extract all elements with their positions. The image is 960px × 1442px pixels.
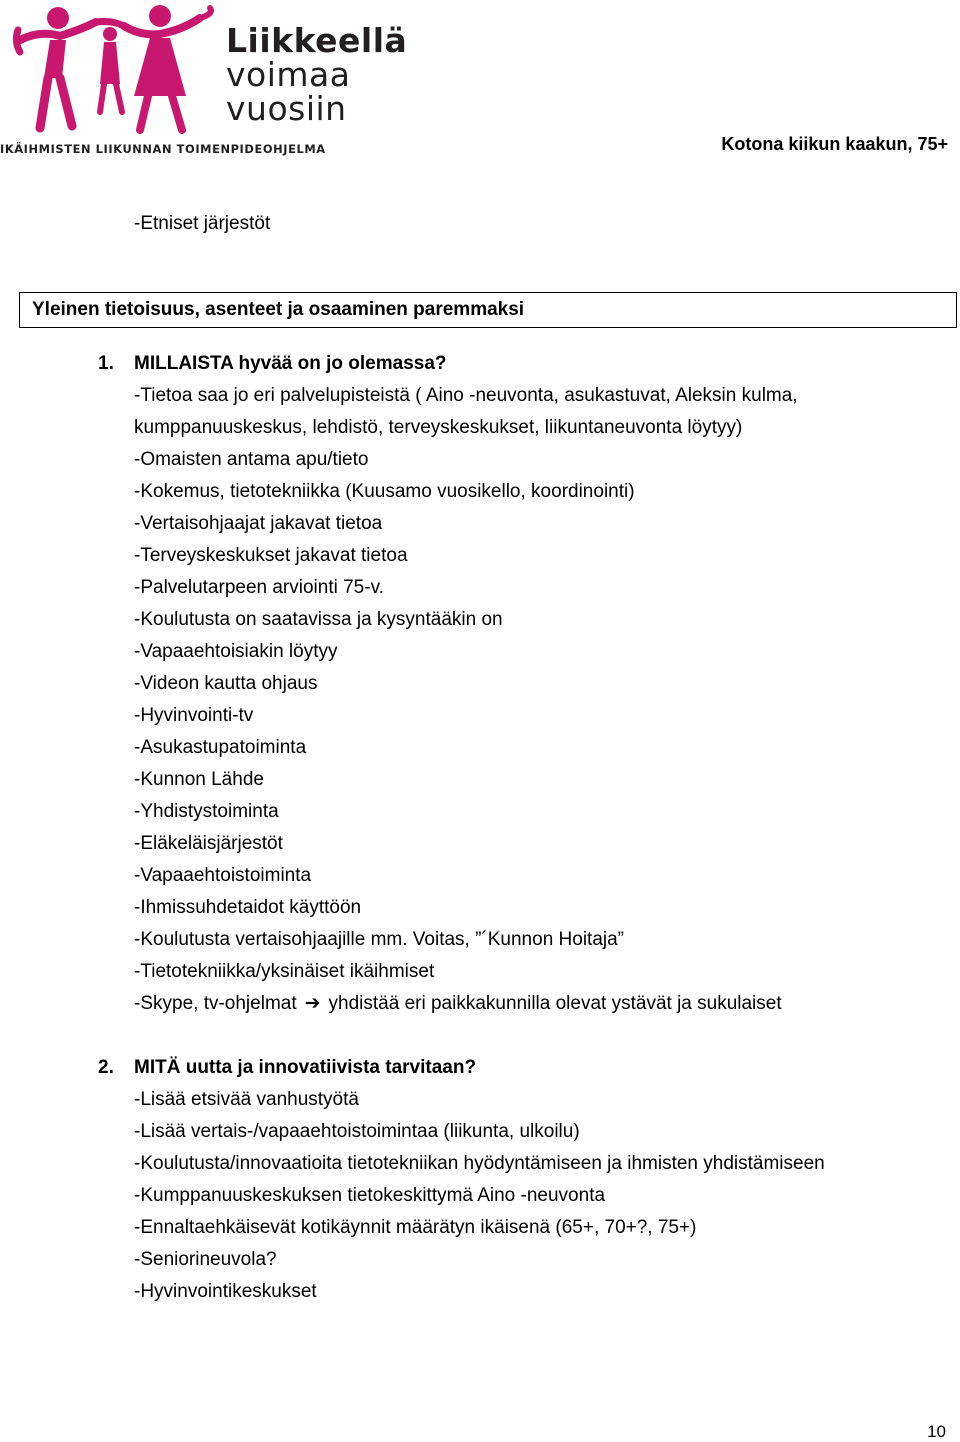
dancing-figures-icon: [0, 0, 220, 140]
document-title: Kotona kiikun kaakun, 75+: [721, 134, 948, 154]
section-title: Yleinen tietoisuus, asenteet ja osaaminen paremmaksi: [32, 299, 525, 320]
section-title-box: [19, 292, 957, 328]
list-item: -Asukastupatoiminta: [134, 737, 307, 758]
logo-brand-line-3: vuosiin: [226, 89, 347, 128]
list-item: -Ihmissuhdetaidot käyttöön: [134, 897, 362, 918]
list-item: -Tietoa saa jo eri palvelupisteistä ( Aino -neuvonta, asukastuvat, Aleksin kulma,: [134, 385, 798, 406]
intro-item: -Etniset järjestöt: [134, 213, 271, 234]
list-item: -Kunnon Lähde: [134, 769, 264, 790]
list-item: -Koulutusta on saatavissa ja kysyntääkin on: [134, 609, 503, 630]
question-2-title: MITÄ uutta ja innovatiivista tarvitaan?: [134, 1057, 477, 1078]
list-item: -Tietotekniikka/yksinäiset ikäihmiset: [134, 961, 435, 982]
question-2-number: 2.: [98, 1057, 114, 1078]
list-item: -Vertaisohjaajat jakavat tietoa: [134, 513, 383, 534]
list-item: -Kokemus, tietotekniikka (Kuusamo vuosikello, koordinointi): [134, 481, 635, 502]
page-number: 10: [927, 1422, 946, 1441]
last-item-before: -Skype, tv-ohjelmat: [134, 993, 297, 1014]
list-item: kumppanuuskeskus, lehdistö, terveyskeskukset, liikuntaneuvonta löytyy): [134, 417, 743, 438]
list-item: -Hyvinvointikeskukset: [134, 1281, 317, 1302]
logo-brand-line-2: voimaa: [226, 55, 351, 94]
last-item-after: yhdistää eri paikkakunnilla olevat ystävät ja sukulaiset: [328, 993, 782, 1014]
arrow-right-icon: ➔: [304, 993, 321, 1014]
list-item: -Hyvinvointi-tv: [134, 705, 254, 726]
list-item: -Palvelutarpeen arviointi 75-v.: [134, 577, 384, 598]
list-item: -Ennaltaehkäisevät kotikäynnit määrätyn ikäisenä (65+, 70+?, 75+): [134, 1217, 697, 1238]
list-item: -Terveyskeskukset jakavat tietoa: [134, 545, 408, 566]
list-item: -Omaisten antama apu/tieto: [134, 449, 369, 470]
list-item: -Seniorineuvola?: [134, 1249, 277, 1270]
list-item: -Lisää etsivää vanhustyötä: [134, 1089, 359, 1110]
question-1-title: MILLAISTA hyvää on jo olemassa?: [134, 353, 447, 374]
question-1-number: 1.: [98, 353, 114, 374]
question-1-last-item: [134, 992, 782, 1016]
program-logo: [0, 0, 408, 160]
list-item: -Yhdistystoiminta: [134, 801, 279, 822]
list-item: -Kumppanuuskeskuksen tietokeskittymä Aino -neuvonta: [134, 1185, 606, 1206]
list-item: -Vapaaehtoistoiminta: [134, 865, 312, 886]
list-item: -Videon kautta ohjaus: [134, 673, 318, 694]
list-item: -Lisää vertais-/vapaaehtoistoimintaa (liikunta, ulkoilu): [134, 1121, 580, 1142]
logo-subtitle: IKÄIHMISTEN LIIKUNNAN TOIMENPIDEOHJELMA: [0, 142, 326, 156]
list-item: -Koulutusta/innovaatioita tietotekniikan hyödyntämiseen ja ihmisten yhdistämiseen: [134, 1153, 825, 1174]
list-item: -Vapaaehtoisiakin löytyy: [134, 641, 338, 662]
list-item: -Koulutusta vertaisohjaajille mm. Voitas, ”´Kunnon Hoitaja”: [134, 929, 625, 950]
logo-brand-line-1: Liikkeellä: [226, 21, 408, 60]
list-item: -Eläkeläisjärjestöt: [134, 833, 283, 854]
